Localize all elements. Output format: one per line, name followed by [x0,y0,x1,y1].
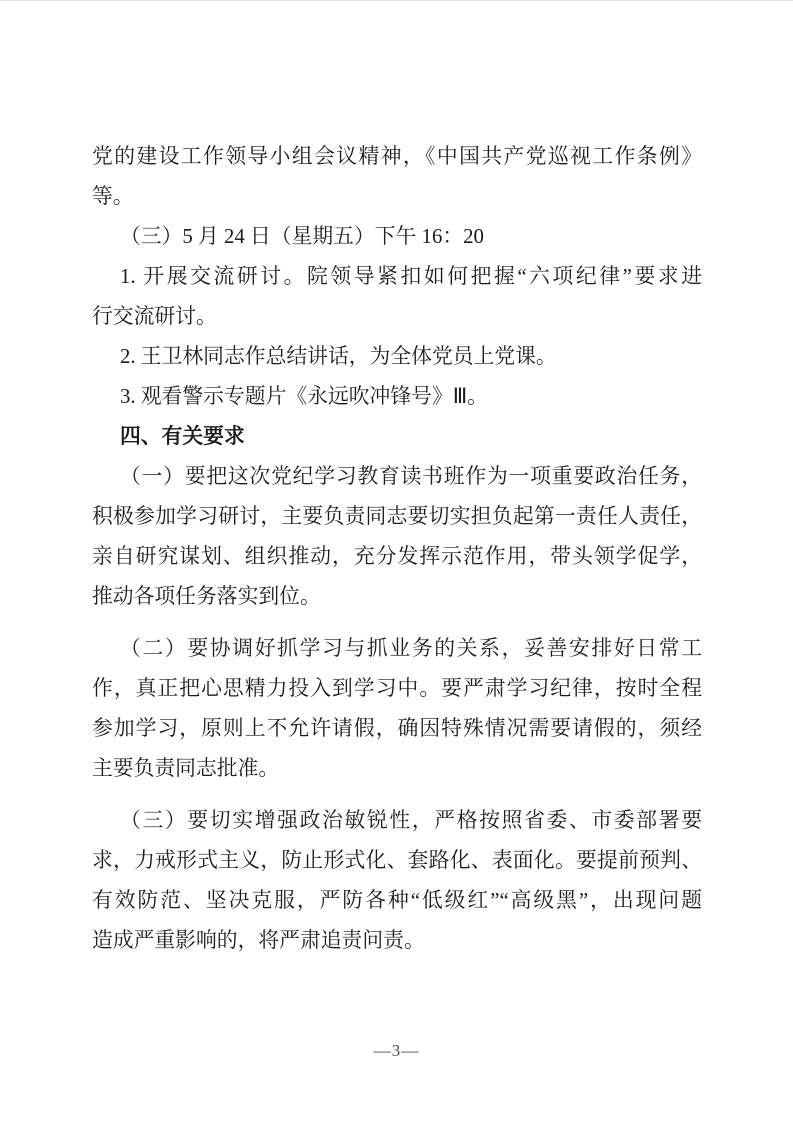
requirement-2: （二）要协调好抓学习与抓业务的关系，妥善安排好日常工 [120,637,702,660]
text-line: 推动各项任务落实到位。 [92,585,321,608]
text-line: 积极参加学习研讨，主要负责同志要切实担负起第一责任人责任， [92,505,702,528]
text-line: 有效防范、坚决克服，严防各种“低级红”“高级黑”，出现问题 [92,889,702,912]
text-line: 2. 王卫林同志作总结讲话，为全体党员上党课。 [120,345,557,368]
section-heading-4: 四、有关要求 [120,425,245,448]
requirement-3: （三）要切实增强政治敏锐性，严格按照省委、市委部署要 [120,809,702,832]
text-line: 3. 观看警示专题片《永远吹冲锋号》Ⅲ。 [120,385,488,408]
requirement-1: （一）要把这次党纪学习教育读书班作为一项重要政治任务， [120,465,702,488]
text-line: 亲自研究谋划、组织推动，充分发挥示范作用，带头领学促学， [92,545,702,568]
text-line: 参加学习，原则上不允许请假，确因特殊情况需要请假的，须经 [92,717,702,740]
text-line: 行交流研讨。 [92,305,217,328]
text-line: 1. 开展交流研讨。院领导紧扣如何把握“六项纪律”要求进 [120,265,702,288]
text-line: 造成严重影响的，将严肃追责问责。 [92,929,425,952]
schedule-item-3: （三）5 月 24 日（星期五）下午 16：20 [120,225,484,248]
text-line: 等。 [92,185,134,208]
document-body [92,137,702,961]
text-line: 党的建设工作领导小组会议精神，《中国共产党巡视工作条例》 [92,145,702,168]
page-number: —3— [373,1041,420,1060]
page-footer [0,1041,793,1061]
text-line: 求，力戒形式主义，防止形式化、套路化、表面化。要提前预判、 [92,849,702,872]
text-line: 主要负责同志批准。 [92,757,280,780]
text-line: 作，真正把心思精力投入到学习中。要严肃学习纪律，按时全程 [92,677,702,700]
